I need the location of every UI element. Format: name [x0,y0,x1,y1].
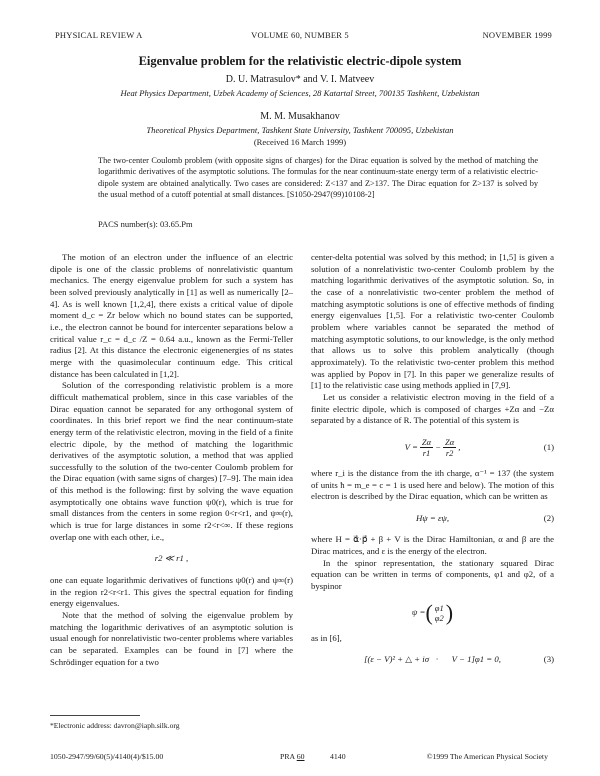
right-paragraph-3: where r_i is the distance from the ith charge, α⁻¹ = 137 (the system of units ħ = m_e = c = 1 is used here and below). The motion of this electron is described by the Dirac equation, which can be written as [311,467,554,502]
eq1-end: , [458,441,461,452]
right-paragraph-2: Let us consider a relativistic electron moving in the field of a finite electric dipole, which is composed of charges +Zα and −Zα separated by a distance of R. The potential of this system is [311,391,554,426]
right-column [311,252,554,676]
footnote-email: *Electronic address: davron@iaph.silk.org [50,721,180,730]
copyright: ©1999 The American Physical Society [426,752,548,761]
equation-2 [311,513,554,525]
eq1-numerator-2: Zα [445,436,455,447]
volume-number: VOLUME 60, NUMBER 5 [251,30,349,40]
received-date: (Received 16 March 1999) [253,137,347,147]
pacs-numbers: PACS number(s): 03.65.Pm [98,219,193,229]
eq1-minus: − [435,441,441,452]
authors-line-2: M. M. Musakhanov [260,111,340,122]
equation-1 [311,437,554,458]
right-paragraph-5: In the spinor representation, the stationary squared Dirac equation can be written in terms of components, φ1 and φ2, of a byspinor [311,557,554,592]
issue-date: NOVEMBER 1999 [482,30,552,40]
left-paragraph-2: Solution of the corresponding relativistic problem is a more difficult mathematical problem, since in this case variables of the Dirac equation cannot be separated for any orthogonal system of coordinates. In this brief report we find the near continuum-state energy term of the relativistic electron, moving in the field of a finite electric dipole, by the method of matching the logarithmic derivatives of the asymptotic solution, a method that was applied successfully to the solution of the two-center Coulomb problem for the Dirac equation (with same signs of charges) [7–9]. The main idea of this method is the following: first by solving the wave equation asymptotically one obtains wave function ψ0(r), which is true for small distances from the centers in some region 0<r<r1, and ψ∞(r), which is true for large distances in some r2<r<∞. If these regions overlap one with each other, i.e., [50,380,293,542]
eq1-lhs: V = [404,441,418,452]
bispinor-top: φ1 [434,602,444,613]
eq1-numerator-1: Zα [421,436,432,447]
bispinor-equation [311,599,554,625]
right-paragraph-4: where H = α⃗·p⃗ + β + V is the Dirac Hamiltonian, α and β are the Dirac matrices, and ε is the energy of the electron. [311,534,554,557]
equation-number-2: (2) [543,512,554,523]
footnote-rule [50,715,140,716]
journal-name: PHYSICAL REVIEW A [55,30,143,40]
footer-pra-label: PRA [280,752,295,761]
abstract: The two-center Coulomb problem (with opposite signs of charges) for the Dirac equation is solved by the method of matching the logarithmic derivatives of the asymptotic solutions. The formulas for the near continuum-state energy term of a relativistic electric-dipole system are obtained analytically. Two cases are considered: Z<137 and Z>137. The Dirac equation for Z>137 is solved by the usual method of a cutoff potential at small distances. [S1050-2947(99)10108-2] [98,156,538,200]
right-paragraph-6: as in [6], [311,632,342,643]
overlap-condition [50,553,293,565]
bispinor-bottom: φ2 [434,612,444,623]
eq3-text: [(ε − V)² + △ + iσ⃗·∇⃗V − 1]φ1 = 0, [364,654,501,665]
footer-pra [280,752,305,761]
left-paragraph-4: Note that the method of solving the eigenvalue problem by matching the logarithmic derivatives of an asymptotic solution is usual enough for nonrelativistic two-center problems where variables can be separated. Examples can be found in [7] where the Schrödinger equation for a two [50,610,293,667]
footer-pra-volume: 60 [296,752,305,761]
equation-number-1: (1) [543,441,554,452]
psi-lhs: ψ = [411,606,426,617]
left-column [50,252,293,668]
paper-title: Eigenvalue problem for the relativistic electric-dipole system [138,54,462,68]
affiliation-1: Heat Physics Department, Uzbek Academy of Sciences, 28 Katartal Street, 700135 Tashkent, Uzbekistan [120,88,480,98]
authors-line-1: D. U. Matrasulov* and V. I. Matveev [225,74,375,85]
footer-code: 1050-2947/99/60(5)/4140(4)/$15.00 [50,752,164,761]
bispinor-matrix: ( φ1 φ2 ) [425,599,454,625]
eq1-denominator-2: r2 [445,447,454,458]
eq1-fraction-1 [420,437,433,458]
left-paragraph-1: The motion of an electron under the influence of an electric dipole is one of the classic problems of nonrelativistic quantum mechanics. The energy eigenvalue problem for such a system has been solved previously analytically in [1] as well as numerically [2–4]. As is well known [1,2,4], there exists a critical value of dipole moment d_c = Zr below which no bound states can be supported, i.e., the electron cannot be bound for intercenter separations below a critical value r_c = d_c /Z = 0.64 a.u., known as the Fermi-Teller radius [2]. At this distance the electronic eigenenergies of ns states merge with the quasimolecular continuum edge. This critical distance has been calculated in [1,2]. [50,252,293,379]
page-number: 4140 [330,752,346,761]
eq2-text: Hψ = εψ, [415,512,450,523]
overlap-condition-text: r2 ≪ r1 , [154,553,189,564]
left-paragraph-3: one can equate logarithmic derivatives of functions ψ0(r) and ψ∞(r) in the region r2<r<r1. This gives the spectral equation for finding energy eigenvalues. [50,575,293,609]
right-paragraph-1: center-delta potential was solved by this method; in [1,5] is given a solution of a nonrelativistic two-center Coulomb problem by the matching logarithmic derivatives of the asymptotic solution. So, in the case of a nonrelativistic two-center problem the method of matching asymptotic solutions is one of effective methods of finding energy eigenvalues [1,5]. For a relativistic two-center Coulomb problem where variables cannot be separated the method of matching asymptotic solutions, to our knowledge, is the only method that allows us to solve this problem analytically (though approximately). To the relativistic two-center problem this method was applied by Popov in [7]. In this paper we generalize results of [1] to the relativistic case using methods applied in [7,9]. [311,252,554,391]
equation-number-3: (3) [543,654,554,665]
eq1-denominator-1: r1 [422,447,431,458]
equation-3 [311,654,554,666]
eq1-fraction-2 [443,437,456,458]
affiliation-2: Theoretical Physics Department, Tashkent State University, Tashkent 700095, Uzbekistan [146,125,454,135]
